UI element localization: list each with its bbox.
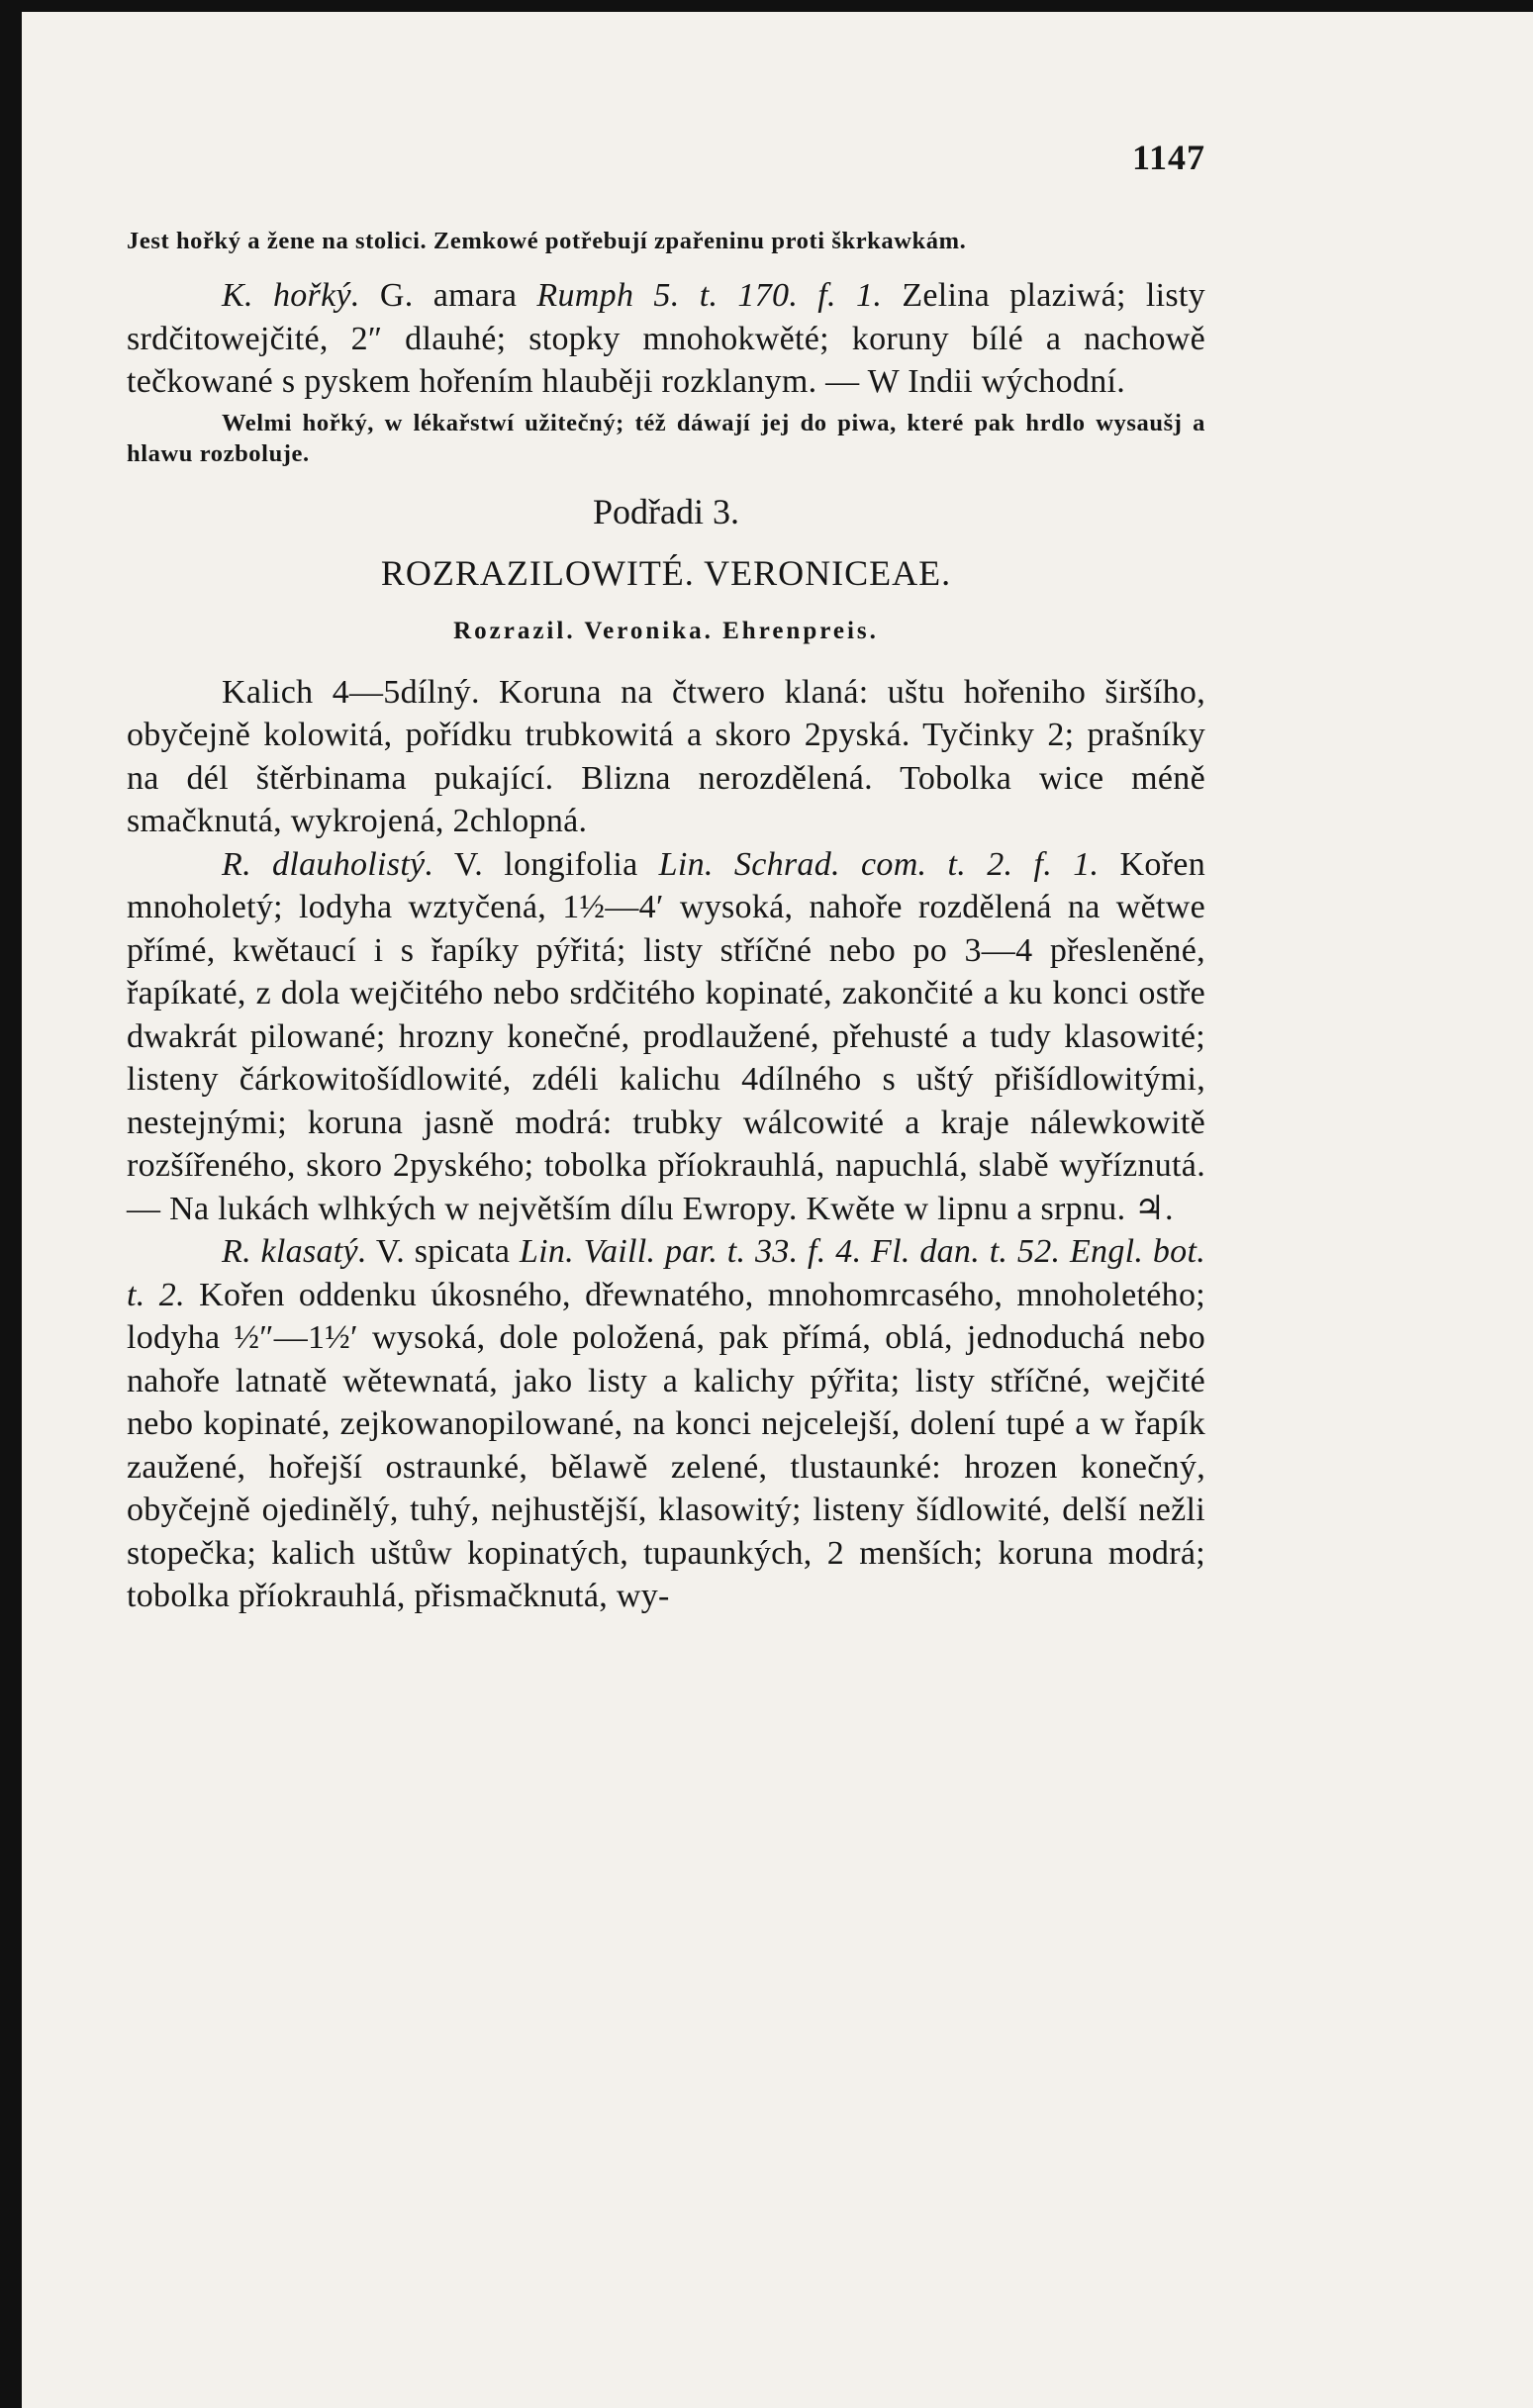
entry-gentiana-amara [127,274,1205,404]
family-description: Kalich 4—5dílný. Koruna na čtwero klaná: uštu hořeniho širšího, obyčejně kolowitá, pořídku trubkowitá a skoro 2pyská. Tyčinky 2; prašníky na dél štěrbinama pukající. Blizna nerozdělená. Tobolka wice méně smačknutá, wykrojená, 2chlopná. [127,673,1205,839]
book-page [127,129,1205,1618]
entry-description: Kořen oddenku úkosného, dřewnatého, mnohomrcasého, mnoholetého; lodyha ½″—1½′ wysoká, dole položená, pak přímá, oblá, jednoduchá nebo nahoře latnatě wětewnatá, jako listy a kalichy pýřita; listy stříčné, wejčité nebo kopinaté, zejkowanopilowané, na konci nejcelejší, dolení tupé a w řapík zaužené, hořejší ostraunké, bělawě zelené, tlustaunké: hrozen konečný, obyčejně ojedinělý, tuhý, nejhustější, klasowitý; listeny šídlowité, delší nežli stopečka; kalich uštůw kopinatých, tupaunkých, 2 menších; koruna modrá; tobolka příokrauhlá, přismačknutá, wy- [127,1276,1205,1614]
family-vernacular-names: Rozrazil. Veronika. Ehrenpreis. [453,617,879,644]
entry-latin-name: V. longifolia [453,845,638,883]
entry-veronica-longifolia [127,843,1205,1231]
entry-czech-name: K. hořký. [222,277,360,314]
paragraph-usage-2: Welmi hořký, w lékařstwí užitečný; též dáwají jej do piwa, které pak hrdlo wysaušj a hlawu rozboluje. [127,409,1205,467]
entry-description: Kořen mnoholetý; lodyha wztyčená, 1½—4′ wysoká, nahoře rozdělená na wětwe přímé, kwětaucí i s řapíky pýřitá; listy stříčné nebo po 3—4 přesleněné, řapíkaté, z dola wejčitého nebo srdčitého kopinaté, zakončité a ku konci ostře dwakrát pilowané; hrozny konečné, prodlaužené, přehusté a tudy klasowité; listeny čárkowitošídlowité, zdéli kalichu 4dílného s uštý přišídlowitými, nestejnými; koruna jasně modrá: trubky wálcowité a kraje nálewkowitě rozšířeného, skoro 2pyského; tobolka příokrauhlá, napuchlá, slabě wyříznutá. — Na lukách wlhkých w největším dílu Ewropy. Kwěte w lipnu a srpnu. ♃. [127,845,1205,1227]
entry-czech-name: R. dlauholistý. [222,845,434,883]
paragraph-usage-1: Jest hořký a žene na stolici. Zemkowé potřebují zpařeninu proti škrkawkám. [127,228,967,254]
page-number: 1147 [1131,138,1205,177]
entry-reference: Lin. Schrad. com. t. 2. f. 1. [658,845,1100,883]
entry-czech-name: R. klasatý. [222,1233,367,1270]
entry-reference: Lin. Vaill. par. t. 33. f. 4. Fl. dan. t. 52. Engl. bot. t. 2. [127,1233,1205,1313]
entry-reference: Rumph 5. t. 170. f. 1. [536,277,883,314]
entry-description: Zelina plaziwá; listy srdčitowejčité, 2″ dlauhé; stopky mnohokwěté; koruny bílé a nachowě tečkowané s pyskem hořením hlauběji rozklanym. — W Indii wýchodní. [127,277,1205,400]
entry-latin-name: V. spicata [375,1233,511,1270]
suborder-heading: Podřadi 3. [593,491,739,531]
entry-latin-name: G. amara [379,277,518,314]
entry-veronica-spicata [127,1230,1205,1618]
family-title: ROZRAZILOWITÉ. VERONICEAE. [380,552,952,593]
